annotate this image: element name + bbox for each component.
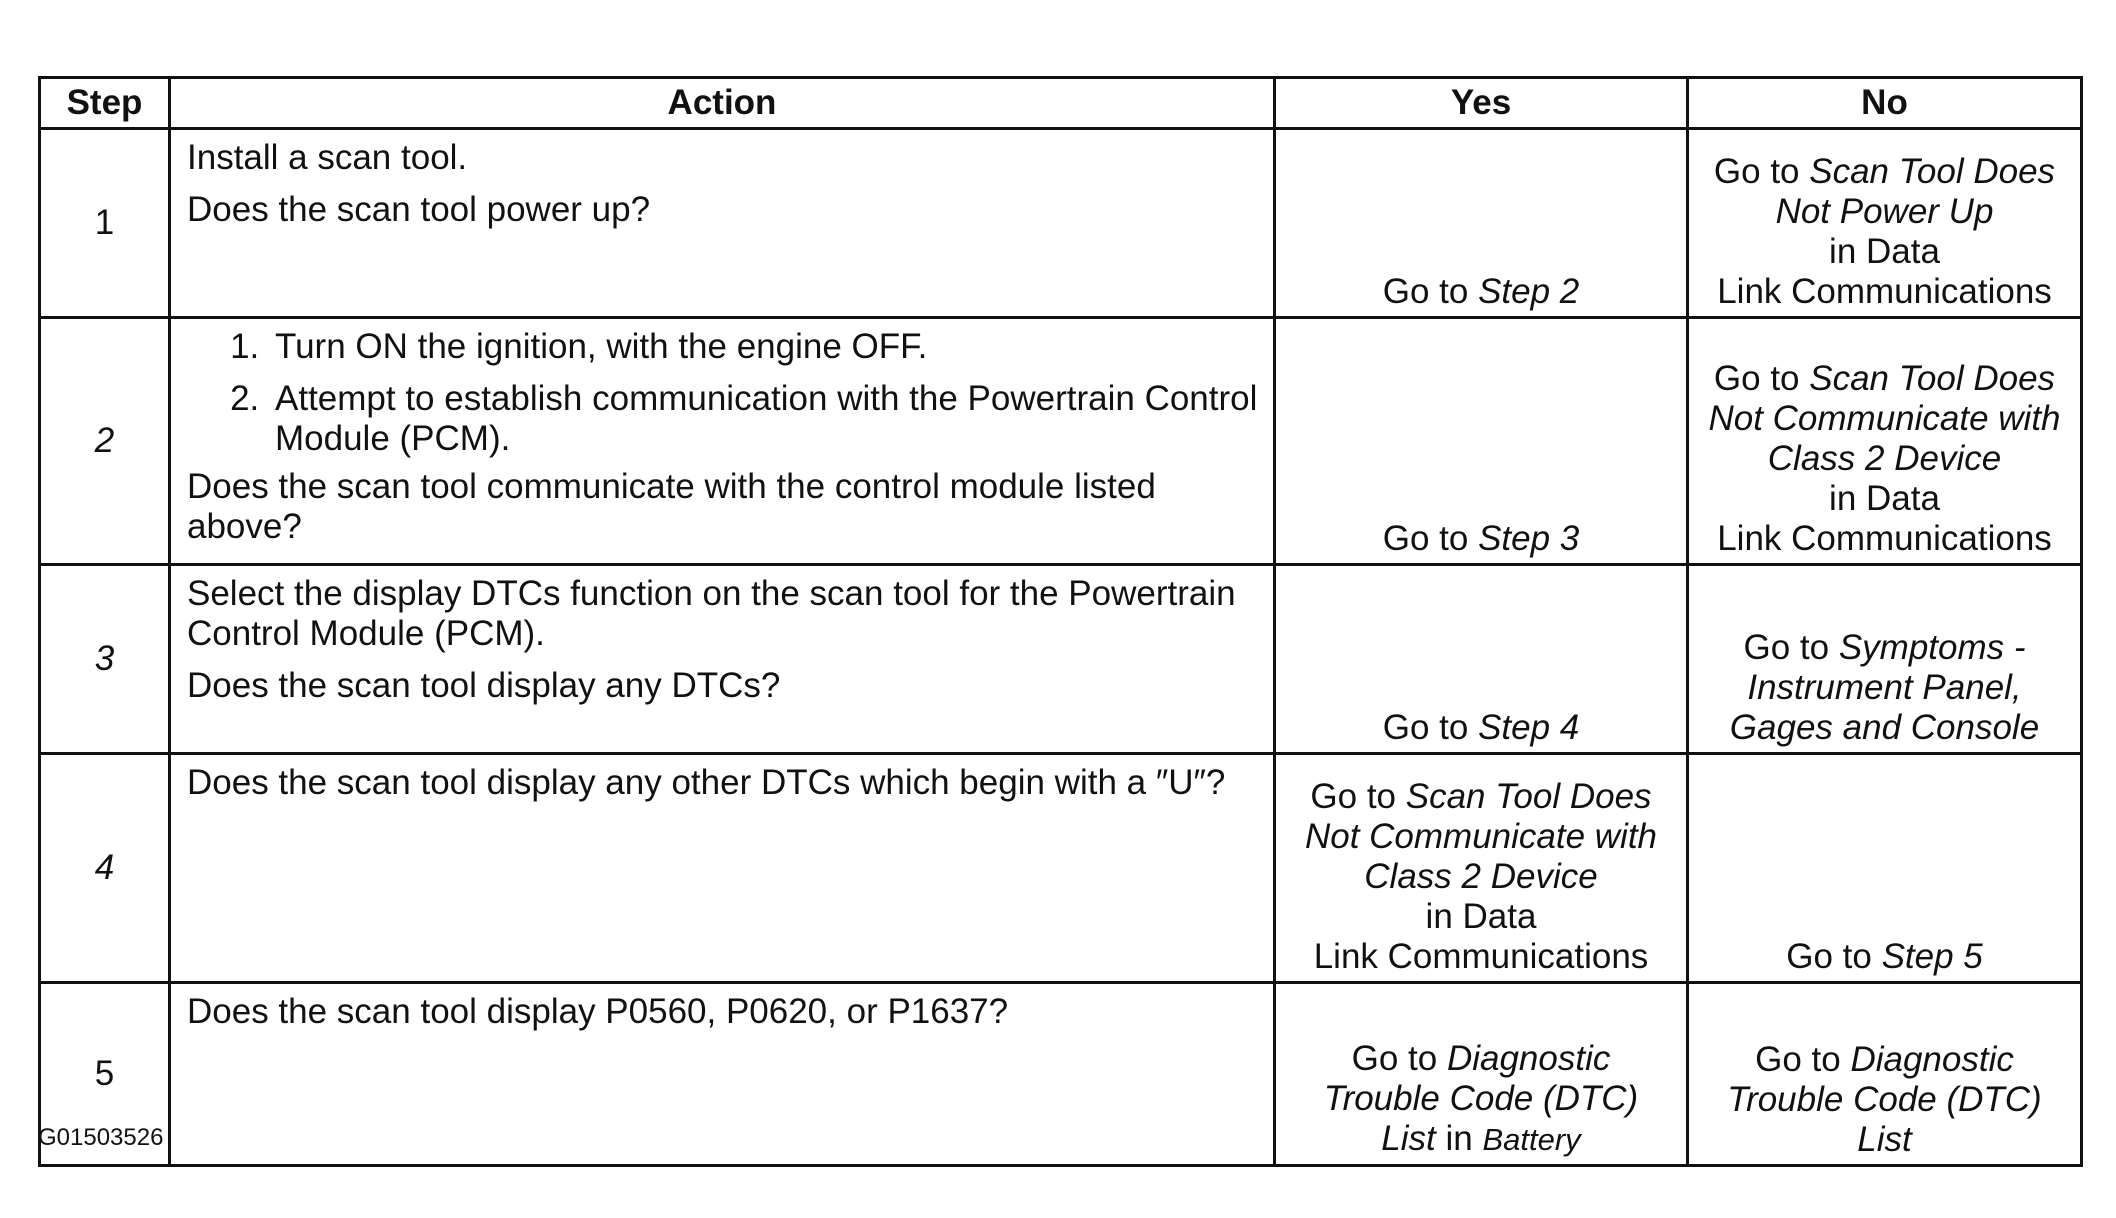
procedure-link[interactable]: Scan Tool Does — [1809, 359, 2056, 398]
yes-result-line — [1282, 777, 1680, 817]
procedure-link[interactable]: Class 2 Device — [1767, 439, 2002, 478]
step-number: 1 — [94, 203, 115, 242]
goto-text: Go to — [1713, 152, 1810, 191]
procedure-link[interactable]: Class 2 Device — [1364, 857, 1598, 896]
action-question: Does the scan tool power up? — [187, 190, 651, 229]
procedure-link[interactable]: Instrument Panel, — [1747, 668, 2022, 707]
action-steps-list — [187, 327, 1259, 459]
no-result-line — [1695, 1040, 2074, 1080]
procedure-link[interactable]: List — [1381, 1119, 1436, 1158]
step-number: 3 — [94, 639, 115, 678]
header-no: No — [1688, 78, 2082, 129]
header-action: Action — [170, 78, 1275, 129]
goto-text: Go to — [1755, 1040, 1851, 1079]
step-cell — [40, 754, 170, 983]
no-cell — [1688, 983, 2082, 1166]
section-prefix: in Data — [1829, 232, 1940, 271]
goto-text: Go to — [1786, 937, 1882, 976]
goto-text: Go to — [1382, 272, 1479, 311]
goto-text: Go to — [1743, 628, 1839, 667]
section-name: Link Communications — [1717, 519, 2052, 558]
yes-result — [1282, 708, 1680, 748]
no-result-line — [1695, 359, 2074, 399]
no-result-line — [1695, 152, 2074, 192]
step-cell — [40, 565, 170, 754]
table-row — [40, 318, 2082, 565]
procedure-link[interactable]: Symptoms - — [1838, 628, 2026, 667]
step-link[interactable]: Step 4 — [1478, 708, 1580, 747]
table-row — [40, 754, 2082, 983]
procedure-link[interactable]: Not Communicate with — [1708, 399, 2061, 438]
action-question: Does the scan tool display any other DTCs which begin with a ″U″? — [187, 763, 1226, 802]
goto-text: Go to — [1713, 359, 1810, 398]
action-cell — [170, 983, 1275, 1166]
no-result-line — [1695, 628, 2074, 668]
goto-text: Go to — [1310, 777, 1406, 816]
yes-result — [1282, 272, 1680, 312]
no-cell — [1688, 129, 2082, 318]
section-prefix: in Data — [1425, 897, 1537, 936]
table-row — [40, 565, 2082, 754]
action-step-item: 2. Attempt to establish communication with the Powertrain Control Module (PCM). — [269, 379, 1259, 459]
procedure-link[interactable]: List — [1857, 1120, 1912, 1159]
procedure-link[interactable]: Scan Tool Does — [1405, 777, 1652, 816]
procedure-link[interactable]: Gages and Console — [1729, 708, 2040, 747]
yes-result-line — [1282, 1119, 1680, 1160]
yes-cell — [1275, 565, 1688, 754]
action-cell — [170, 318, 1275, 565]
no-cell — [1688, 565, 2082, 754]
yes-cell — [1275, 983, 1688, 1166]
yes-result-line — [1282, 1039, 1680, 1079]
header-step: Step — [40, 78, 170, 129]
action-cell — [170, 754, 1275, 983]
no-cell — [1688, 754, 2082, 983]
section-name: Battery — [1482, 1122, 1581, 1157]
action-question: Does the scan tool display P0560, P0620, or P1637? — [187, 992, 1009, 1031]
procedure-link[interactable]: Not Communicate with — [1304, 817, 1658, 856]
procedure-link[interactable]: Scan Tool Does — [1809, 152, 2056, 191]
yes-result — [1282, 519, 1680, 559]
section-name: Link Communications — [1717, 272, 2052, 311]
step-link[interactable]: Step 5 — [1881, 937, 1983, 976]
table-row — [40, 129, 2082, 318]
procedure-link[interactable]: Trouble Code (DTC) — [1323, 1079, 1639, 1118]
diagnostic-table — [38, 76, 2083, 1167]
action-cell — [170, 129, 1275, 318]
document-id: G01503526 — [38, 1124, 164, 1151]
goto-text: Go to — [1351, 1039, 1447, 1078]
step-cell — [40, 318, 170, 565]
step-cell — [40, 129, 170, 318]
step-number: 5 — [94, 1054, 115, 1093]
header-yes: Yes — [1275, 78, 1688, 129]
no-cell — [1688, 318, 2082, 565]
action-cell — [170, 565, 1275, 754]
no-result — [1695, 937, 2074, 977]
yes-cell — [1275, 129, 1688, 318]
procedure-link[interactable]: Diagnostic — [1850, 1040, 2014, 1079]
section-name: Link Communications — [1313, 937, 1649, 976]
step-link[interactable]: Step 3 — [1478, 519, 1580, 558]
section-prefix: in Data — [1829, 479, 1940, 518]
step-number: 2 — [94, 421, 115, 460]
procedure-link[interactable]: Not Power Up — [1775, 192, 1994, 231]
procedure-link[interactable]: Trouble Code (DTC) — [1727, 1080, 2042, 1119]
procedure-link[interactable]: Diagnostic — [1446, 1039, 1611, 1078]
step-number: 4 — [94, 848, 115, 887]
action-question: Does the scan tool display any DTCs? — [187, 666, 781, 705]
action-text: Select the display DTCs function on the scan tool for the Powertrain Control Module (PCM). — [187, 574, 1236, 653]
section-prefix: in — [1435, 1119, 1483, 1158]
action-text: Install a scan tool. — [187, 138, 468, 177]
goto-text: Go to — [1382, 708, 1479, 747]
table-row — [40, 983, 2082, 1166]
action-step-item: 1. Turn ON the ignition, with the engine OFF. — [269, 327, 1259, 367]
goto-text: Go to — [1382, 519, 1479, 558]
action-question: Does the scan tool communicate with the control module listed above? — [187, 467, 1156, 546]
yes-cell — [1275, 754, 1688, 983]
yes-cell — [1275, 318, 1688, 565]
table-header-row — [40, 78, 2082, 129]
step-link[interactable]: Step 2 — [1478, 272, 1580, 311]
